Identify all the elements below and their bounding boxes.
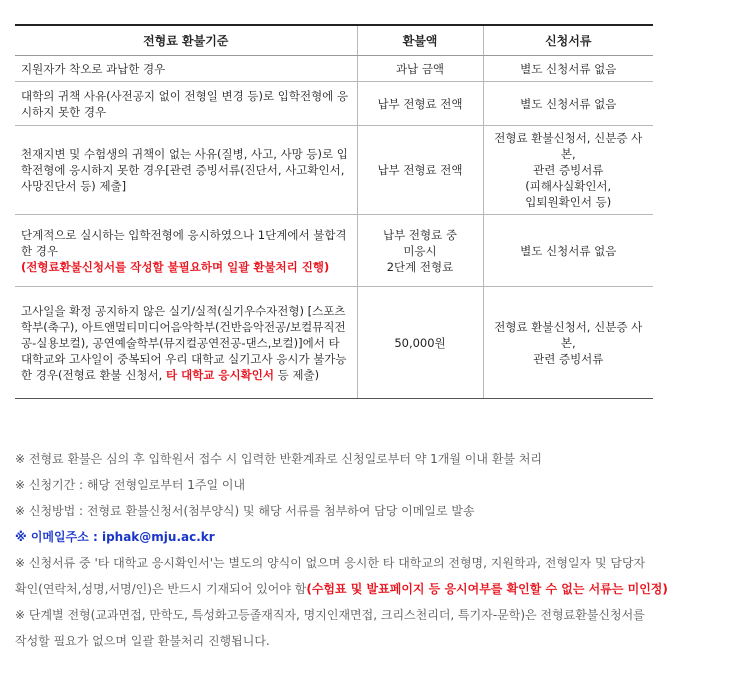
table-row — [15, 215, 653, 287]
header-documents: 신청서류 — [483, 25, 653, 56]
row-condition-highlight: 타 대학교 응시확인서 — [165, 367, 274, 382]
row-amount: 납부 전형료 전액 — [357, 126, 483, 215]
refund-criteria-table — [15, 24, 653, 399]
table-header-row — [15, 25, 653, 56]
note-stage-exam: ※ 단계별 전형(교과면접, 만학도, 특성화고등졸재직자, 명지인재면접, 크리스천리더, 특기자-문학)은 전형료환불신청서를 — [15, 608, 645, 622]
row-condition-note: (전형료환불신청서를 작성할 불필요하며 일괄 환불처리 진행) — [21, 259, 330, 274]
note-documents: ※ 신청서류 중 '타 대학교 응시확인서'는 별도의 양식이 없으며 응시한 타 대학교의 전형명, 지원학과, 전형일자 및 담당자 — [15, 556, 646, 570]
row-amount: 납부 전형료 전액 — [357, 82, 483, 126]
row-condition-text: 고사일을 확정 공지하지 않은 실기/실적(실기우수자전형) [스포츠학부(축구), 아트앤멀티미디어음악학부(건반음악전공/보컬뮤직전공-실용보컬), 공연예술학부(뮤지컬공연전공-댄스,보컬)]에서 타 대학교와 고사일이 중복되어 우리 대학교 실기고사 응시가 불가능한 경우(전형료 환불 신청서, — [21, 303, 347, 382]
row-condition — [15, 287, 357, 399]
note-documents-cont — [15, 576, 750, 602]
note-stage-exam-cont: 작성할 필요가 없으며 일괄 환불처리 진행됩니다. — [15, 634, 270, 648]
note-refund-processing: ※ 전형료 환불은 심의 후 입학원서 접수 시 입력한 반환계좌로 신청일로부터 약 1개월 이내 환불 처리 — [15, 452, 542, 466]
row-condition — [15, 215, 357, 287]
row-condition: 지원자가 착오로 과납한 경우 — [15, 56, 357, 82]
row-documents: 전형료 환불신청서, 신분증 사본, 관련 증빙서류 — [483, 287, 653, 399]
row-condition-tail: 등 제출) — [273, 367, 320, 382]
note-application-method: ※ 신청방법 : 전형료 환불신청서(첨부양식) 및 해당 서류를 첨부하여 담당 이메일로 발송 — [15, 504, 475, 518]
note-email-address[interactable]: ※ 이메일주소 : iphak@mju.ac.kr — [15, 530, 215, 544]
row-amount: 과납 금액 — [357, 56, 483, 82]
row-documents: 별도 신청서류 없음 — [483, 56, 653, 82]
note-application-period: ※ 신청기간 : 해당 전형일로부터 1주일 이내 — [15, 478, 246, 492]
row-condition: 대학의 귀책 사유(사전공지 없이 전형일 변경 등)로 입학전형에 응시하지 못한 경우 — [15, 82, 357, 126]
table-row — [15, 82, 653, 126]
row-documents: 전형료 환불신청서, 신분증 사본, 관련 증빙서류 (피해사실확인서, 입퇴원확인서 등) — [483, 126, 653, 215]
table-row — [15, 56, 653, 82]
row-documents: 별도 신청서류 없음 — [483, 215, 653, 287]
header-amount: 환불액 — [357, 25, 483, 56]
row-amount: 납부 전형료 중 미응시 2단계 전형료 — [357, 215, 483, 287]
note-documents-warning: (수험표 및 발표페이지 등 응시여부를 확인할 수 없는 서류는 미인정) — [306, 582, 668, 596]
row-condition-text: 단계적으로 실시하는 입학전형에 응시하였으나 1단계에서 불합격한 경우 — [21, 227, 347, 258]
table-row — [15, 287, 653, 399]
notes-section — [15, 446, 750, 654]
table-row — [15, 126, 653, 215]
row-amount: 50,000원 — [357, 287, 483, 399]
note-documents-cont-text: 확인(연락처,성명,서명/인)은 반드시 기재되어 있어야 함 — [15, 582, 307, 596]
row-condition: 천재지변 및 수험생의 귀책이 없는 사유(질병, 사고, 사망 등)로 입학전형에 응시하지 못한 경우[관련 증빙서류(진단서, 사고확인서, 사망진단서 등) 제출] — [15, 126, 357, 215]
row-documents: 별도 신청서류 없음 — [483, 82, 653, 126]
header-criteria: 전형료 환불기준 — [15, 25, 357, 56]
